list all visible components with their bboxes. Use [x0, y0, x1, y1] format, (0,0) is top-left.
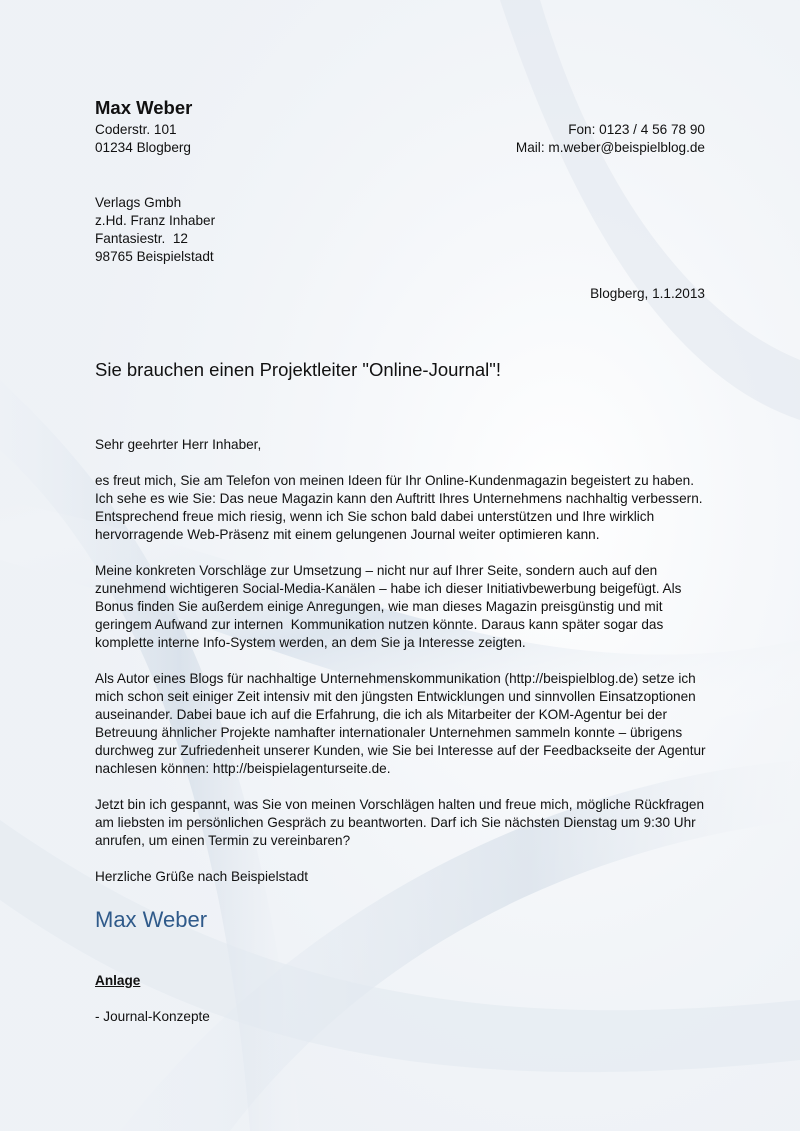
body-paragraph: Meine konkreten Vorschläge zur Umsetzung – nicht nur auf Ihrer Seite, sondern auch auf den zunehmend wichtigeren Social-Media-Kanälen – habe ich dieser Initiativbewerbung beigefügt. Als Bonus finden Sie außerdem einige Anregungen, wie man dieses Magazin preisgünstig und mit geringem Aufwand zur internen Kommunikation nutzen könnte. Daraus kann später sogar das komplette interne Info-System werden, an dem Sie ja Interesse zeigten.: [95, 563, 686, 650]
recipient-company: Verlags Gmbh: [95, 195, 182, 210]
body-paragraph: Jetzt bin ich gespannt, was Sie von meinen Vorschlägen halten und freue mich, mögliche Rückfragen am liebsten im persönlichen Gespräch zu beantworten. Darf ich Sie nächsten Dienstag um 9:30 Uhr anrufen, um einen Termin zu vereinbaren?: [95, 797, 705, 848]
body-paragraph: es freut mich, Sie am Telefon von meinen Ideen für Ihr Online-Kundenmagazin begeistert zu haben. Ich sehe es wie Sie: Das neue Magazin kann den Auftritt Ihres Unternehmens nachhaltig verbessern. Entsprechend freue mich riesig, wenn ich Sie schon bald dabei unterstützen und Ihre wirklich hervorragende Web-Präsenz mit einem gelungenen Journal weiter optimieren kann.: [95, 473, 703, 542]
sender-city: 01234 Blogberg: [95, 140, 191, 155]
recipient-city: 98765 Beispielstadt: [95, 249, 214, 264]
recipient-address: [95, 194, 215, 266]
sender-address: [95, 121, 191, 157]
signature: Max Weber: [95, 907, 208, 932]
recipient-attention: z.Hd. Franz Inhaber: [95, 213, 216, 228]
letter-date: Blogberg, 1.1.2013: [590, 286, 705, 301]
letter-subject: Sie brauchen einen Projektleiter "Online-Journal"!: [95, 359, 501, 380]
salutation: Sehr geehrter Herr Inhaber,: [95, 437, 262, 452]
sender-phone: Fon: 0123 / 4 56 78 90: [568, 122, 705, 137]
body-paragraph: Als Autor eines Blogs für nachhaltige Unternehmenskommunikation (http://beispielblog.de) setze ich mich schon seit einiger Zeit intensiv mit den jüngsten Entwicklungen und sinnvollen Einsatzoptionen auseinander. Dabei baue ich auf die Erfahrung, die ich als Mitarbeiter der KOM-Agentur bei der Betreuung ähnlicher Projekte namhafter internationaler Unternehmen sammeln konnte – übrigens durchweg zur Zufriedenheit unserer Kunden, wie Sie bei Interesse auf der Feedbackseite der Agentur nachlesen können: http://beispielagenturseite.de.: [95, 671, 706, 776]
letter-body: [95, 436, 710, 904]
sender-street: Coderstr. 101: [95, 122, 177, 137]
sender-name: Max Weber: [95, 97, 193, 118]
recipient-street: Fantasiestr. 12: [95, 231, 188, 246]
annex-item: - Journal-Konzepte: [95, 1009, 210, 1024]
annex-title: Anlage: [95, 973, 141, 988]
sender-contact: [516, 121, 705, 157]
sender-mail: Mail: m.weber@beispielblog.de: [515, 140, 705, 155]
closing: Herzliche Grüße nach Beispielstadt: [95, 869, 309, 884]
